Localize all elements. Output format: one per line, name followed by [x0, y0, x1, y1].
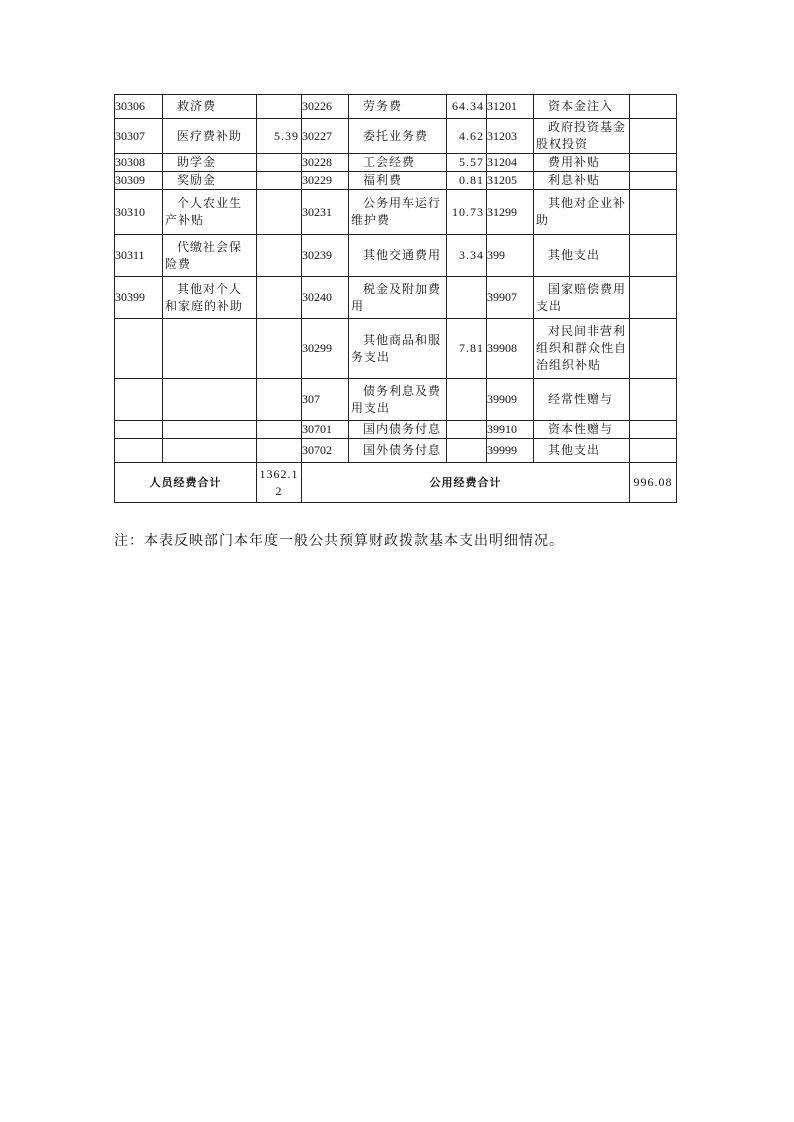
code-cell: 30229	[302, 172, 349, 190]
name-cell	[163, 379, 257, 421]
amount-cell	[630, 154, 677, 172]
amount-cell: 7.81	[447, 319, 487, 379]
amount-cell	[447, 277, 487, 319]
amount-cell	[630, 379, 677, 421]
code-cell: 30309	[115, 172, 163, 190]
name-cell: 公务用车运行维护费	[349, 190, 447, 235]
code-cell: 30227	[302, 119, 349, 154]
name-cell: 其他商品和服务支出	[349, 319, 447, 379]
amount-cell	[447, 421, 487, 439]
code-cell: 30226	[302, 95, 349, 119]
code-cell: 30702	[302, 439, 349, 463]
amount-cell	[630, 119, 677, 154]
name-cell: 工会经费	[349, 154, 447, 172]
amount-cell	[630, 95, 677, 119]
code-cell: 31201	[487, 95, 534, 119]
table-row	[115, 319, 677, 379]
code-cell: 30306	[115, 95, 163, 119]
amount-cell	[447, 379, 487, 421]
amount-cell: 64.34	[447, 95, 487, 119]
name-cell: 经常性赠与	[534, 379, 630, 421]
name-cell: 国外债务付息	[349, 439, 447, 463]
name-cell: 债务利息及费用支出	[349, 379, 447, 421]
name-cell: 委托业务费	[349, 119, 447, 154]
code-cell	[115, 421, 163, 439]
code-cell: 39999	[487, 439, 534, 463]
amount-cell: 0.81	[447, 172, 487, 190]
table-row	[115, 119, 677, 154]
code-cell: 39910	[487, 421, 534, 439]
amount-cell	[630, 319, 677, 379]
code-cell: 399	[487, 235, 534, 277]
name-cell: 其他支出	[534, 439, 630, 463]
code-cell: 31299	[487, 190, 534, 235]
amount-cell	[630, 172, 677, 190]
table-row	[115, 154, 677, 172]
name-cell: 福利费	[349, 172, 447, 190]
code-cell: 307	[302, 379, 349, 421]
name-cell: 其他对个人和家庭的补助	[163, 277, 257, 319]
code-cell: 30308	[115, 154, 163, 172]
code-cell: 30310	[115, 190, 163, 235]
name-cell	[163, 421, 257, 439]
name-cell: 其他交通费用	[349, 235, 447, 277]
code-cell: 39907	[487, 277, 534, 319]
code-cell: 39908	[487, 319, 534, 379]
amount-cell	[257, 277, 302, 319]
code-cell: 30239	[302, 235, 349, 277]
amount-cell	[257, 319, 302, 379]
name-cell: 国家赔偿费用支出	[534, 277, 630, 319]
name-cell: 税金及附加费用	[349, 277, 447, 319]
name-cell: 资本金注入	[534, 95, 630, 119]
code-cell: 31205	[487, 172, 534, 190]
amount-cell	[257, 379, 302, 421]
code-cell: 30240	[302, 277, 349, 319]
table-row	[115, 439, 677, 463]
amount-cell	[257, 172, 302, 190]
code-cell	[115, 319, 163, 379]
name-cell	[163, 439, 257, 463]
code-cell: 30399	[115, 277, 163, 319]
code-cell	[115, 439, 163, 463]
amount-cell	[257, 421, 302, 439]
code-cell: 30701	[302, 421, 349, 439]
name-cell: 个人农业生产补贴	[163, 190, 257, 235]
code-cell: 30307	[115, 119, 163, 154]
amount-cell: 4.62	[447, 119, 487, 154]
name-cell: 代缴社会保险费	[163, 235, 257, 277]
amount-cell	[447, 439, 487, 463]
name-cell: 对民间非营利组织和群众性自治组织补贴	[534, 319, 630, 379]
personnel-total-label: 人员经费合计	[115, 463, 257, 503]
table-row	[115, 95, 677, 119]
code-cell: 31203	[487, 119, 534, 154]
expense-detail-table	[114, 94, 677, 503]
name-cell: 救济费	[163, 95, 257, 119]
amount-cell: 3.34	[447, 235, 487, 277]
name-cell: 资本性赠与	[534, 421, 630, 439]
amount-cell: 10.73	[447, 190, 487, 235]
amount-cell	[257, 235, 302, 277]
name-cell: 助学金	[163, 154, 257, 172]
table-row	[115, 379, 677, 421]
amount-cell	[257, 439, 302, 463]
table-body	[115, 95, 677, 503]
table-row	[115, 190, 677, 235]
code-cell: 30231	[302, 190, 349, 235]
code-cell: 31204	[487, 154, 534, 172]
amount-cell	[257, 154, 302, 172]
amount-cell	[630, 190, 677, 235]
table-row	[115, 421, 677, 439]
public-total-amount: 996.08	[630, 463, 677, 503]
amount-cell	[630, 439, 677, 463]
name-cell: 医疗费补助	[163, 119, 257, 154]
name-cell: 其他对企业补助	[534, 190, 630, 235]
code-cell	[115, 379, 163, 421]
code-cell: 30228	[302, 154, 349, 172]
public-total-label: 公用经费合计	[302, 463, 630, 503]
table-note: 注：本表反映部门本年度一般公共预算财政拨款基本支出明细情况。	[114, 533, 564, 549]
name-cell: 利息补贴	[534, 172, 630, 190]
name-cell: 其他支出	[534, 235, 630, 277]
amount-cell	[257, 95, 302, 119]
code-cell: 30299	[302, 319, 349, 379]
table-row	[115, 172, 677, 190]
name-cell: 奖励金	[163, 172, 257, 190]
amount-cell	[630, 235, 677, 277]
personnel-total-amount: 1362.12	[257, 463, 302, 503]
amount-cell	[630, 421, 677, 439]
amount-cell	[630, 277, 677, 319]
amount-cell	[257, 190, 302, 235]
code-cell: 30311	[115, 235, 163, 277]
name-cell: 费用补贴	[534, 154, 630, 172]
code-cell: 39909	[487, 379, 534, 421]
name-cell	[163, 319, 257, 379]
name-cell: 劳务费	[349, 95, 447, 119]
name-cell: 政府投资基金股权投资	[534, 119, 630, 154]
totals-row	[115, 463, 677, 503]
amount-cell: 5.39	[257, 119, 302, 154]
amount-cell: 5.57	[447, 154, 487, 172]
table-row	[115, 235, 677, 277]
name-cell: 国内债务付息	[349, 421, 447, 439]
table-row	[115, 277, 677, 319]
